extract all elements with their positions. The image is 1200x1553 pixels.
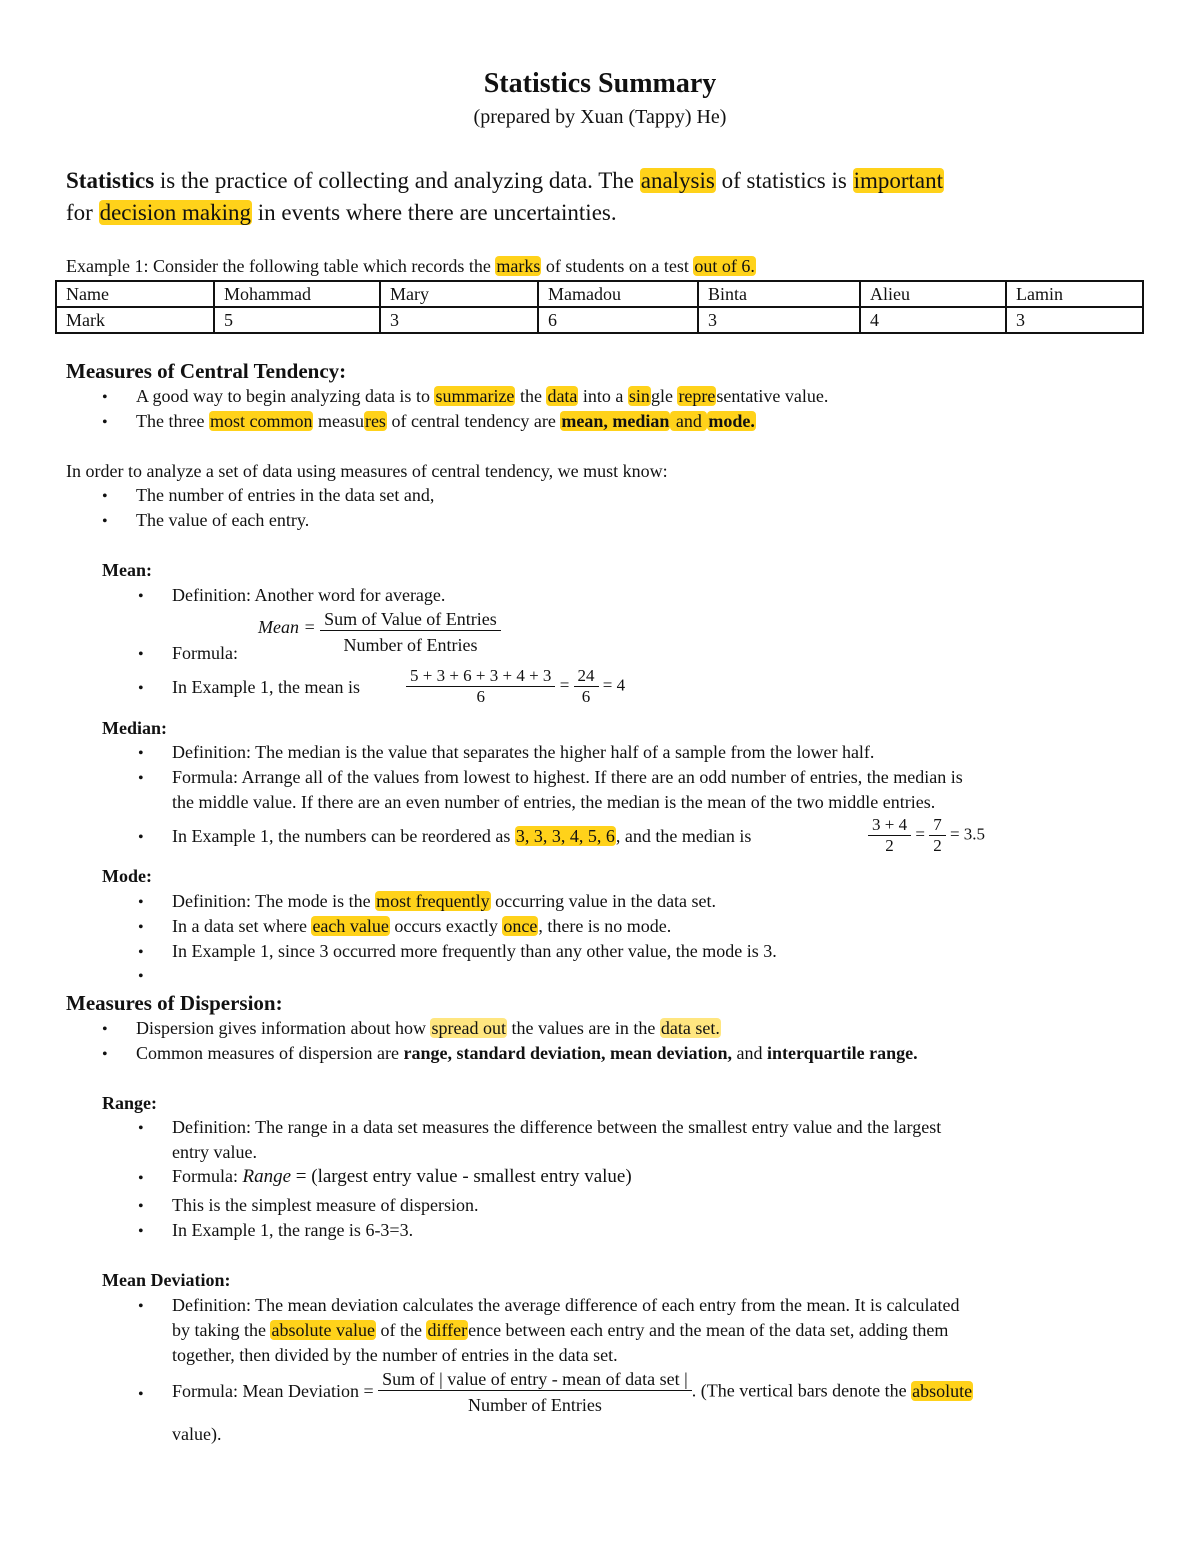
fraction-denominator: Number of Entries	[467, 1395, 602, 1415]
table-row	[56, 307, 1143, 333]
meandev-definition-2: by taking the absolute value of the difference between each entry and the mean of the data set, adding them	[172, 1320, 949, 1340]
meandev-formula-label: Formula: Mean Deviation =	[172, 1380, 374, 1401]
highlight-data: data	[547, 386, 578, 406]
bullet-icon: •	[138, 1198, 144, 1215]
dispersion-bullet-2: Common measures of dispersion are range, standard deviation, mean deviation, and interquartile range.	[136, 1043, 918, 1063]
highlight-summarize: summarize	[435, 386, 515, 406]
highlight-marks: marks	[496, 256, 541, 276]
central-know-2: The value of each entry.	[136, 510, 310, 530]
fraction-numerator: 24	[574, 666, 599, 687]
highlight-each-value: each value	[312, 916, 389, 936]
highlight-out-of-6: out of 6.	[694, 256, 755, 276]
highlight-sin: sin	[628, 386, 650, 406]
table-cell: Name	[56, 281, 214, 307]
table-cell: 5	[214, 307, 380, 333]
table-cell: Binta	[698, 281, 860, 307]
fraction-numerator: 5 + 3 + 6 + 3 + 4 + 3	[406, 666, 555, 687]
fraction-numerator: 3 + 4	[868, 815, 911, 836]
mode-bullet-2: In a data set where each value occurs exactly once, there is no mode.	[172, 916, 672, 936]
table-cell: Mamadou	[538, 281, 698, 307]
highlight-most-common: most common	[209, 411, 313, 431]
fraction-denominator: Number of Entries	[343, 635, 478, 655]
meandev-formula: Formula: Mean Deviation = $\frac{\text{Sum of | value of entry - mean of data set |}}{\text{Number of Entries}}$ . (The vertical bars denote the absolute	[172, 1369, 973, 1415]
bullet-icon: •	[138, 968, 144, 985]
bullet-icon: •	[138, 1298, 144, 1315]
table-cell: 4	[860, 307, 1006, 333]
highlight-spread-out: spread out	[431, 1018, 506, 1038]
highlight-repre: repre	[678, 386, 716, 406]
mean-example-fraction	[406, 666, 555, 707]
intro-line-1: Statistics is the practice of collecting and analyzing data. The analysis of statistics is important	[66, 168, 944, 193]
bullet-icon: •	[102, 1021, 108, 1038]
bullet-icon: •	[138, 894, 144, 911]
median-heading: Median:	[102, 718, 167, 738]
mean-definition: Definition: Another word for average.	[172, 585, 446, 605]
highlight-analysis: analysis	[640, 168, 715, 193]
bullet-icon: •	[102, 414, 108, 431]
fraction-numerator: Sum of Value of Entries	[320, 609, 501, 631]
central-bullet-1: A good way to begin analyzing data is to summarize the data into a single representative value.	[136, 386, 829, 406]
median-example-formula	[868, 815, 985, 856]
highlight-data-set: data set.	[660, 1018, 720, 1038]
median-example-fraction	[868, 815, 911, 856]
median-definition: Definition: The median is the value that separates the higher half of a sample from the lower half.	[172, 742, 875, 762]
bullet-icon: •	[138, 1170, 144, 1187]
bullet-icon: •	[102, 389, 108, 406]
example-caption: Example 1: Consider the following table which records the marks of students on a test out of 6.	[66, 256, 755, 276]
meandev-formula-end: value).	[172, 1424, 222, 1444]
mean-formula-label: Formula:	[172, 643, 238, 663]
mode-example: In Example 1, since 3 occurred more frequently than any other value, the mode is 3.	[172, 941, 777, 961]
range-definition-2: entry value.	[172, 1142, 257, 1162]
bullet-icon: •	[138, 1223, 144, 1240]
central-bullet-2: The three most common measures of central tendency are mean, median and mode.	[136, 411, 755, 431]
fraction-denominator: 2	[885, 836, 894, 855]
mean-example-text: In Example 1, the mean is	[172, 677, 360, 697]
dispersion-bullet-1: Dispersion gives information about how spread out the values are in the data set.	[136, 1018, 720, 1038]
central-know-1: The number of entries in the data set and,	[136, 485, 435, 505]
range-formula: Formula: Range = (largest entry value - smallest entry value)	[172, 1166, 632, 1187]
median-result: = 3.5	[949, 824, 986, 844]
bullet-icon: •	[138, 745, 144, 762]
meandev-formula-fraction	[378, 1369, 692, 1416]
range-simplest: This is the simplest measure of dispersion.	[172, 1195, 479, 1215]
table-row	[56, 281, 1143, 307]
mean-example-formula	[406, 666, 625, 707]
highlight-differ: differ	[427, 1320, 468, 1340]
bullet-icon: •	[102, 513, 108, 530]
table-cell: Mary	[380, 281, 538, 307]
highlight-decision-making: decision making	[99, 200, 251, 225]
central-know: In order to analyze a set of data using measures of central tendency, we must know:	[66, 461, 668, 481]
bullet-icon: •	[138, 588, 144, 605]
fraction-denominator: 6	[581, 687, 591, 706]
table-cell: 6	[538, 307, 698, 333]
mode-definition: Definition: The mode is the most frequently occurring value in the data set.	[172, 891, 717, 911]
table-cell: Lamin	[1006, 281, 1143, 307]
meandev-definition-3: together, then divided by the number of entries in the data set.	[172, 1345, 618, 1365]
range-definition-1: Definition: The range in a data set measures the difference between the smallest entry value and the largest	[172, 1117, 942, 1137]
page-subtitle: (prepared by Xuan (Tappy) He)	[473, 106, 727, 128]
bullet-icon: •	[102, 1046, 108, 1063]
mode-heading: Mode:	[102, 866, 152, 886]
highlight-absolute: absolute	[912, 1380, 973, 1401]
bullet-icon: •	[138, 770, 144, 787]
mean-heading: Mean:	[102, 560, 152, 580]
table-cell: 3	[698, 307, 860, 333]
highlight-mean-median: mean, median	[561, 411, 670, 431]
meandev-heading: Mean Deviation:	[102, 1270, 231, 1290]
intro-line-2: for decision making in events where there are uncertainties.	[66, 200, 617, 225]
fraction-denominator: 2	[933, 836, 942, 855]
intro-term: Statistics	[66, 168, 155, 193]
median-example-fraction-2	[929, 815, 946, 856]
highlight-important: important	[853, 168, 944, 193]
mean-formula-fraction	[320, 609, 501, 656]
median-formula-line-2: the middle value. If there are an even number of entries, the median is the mean of the two middle entries.	[172, 792, 936, 812]
table-cell: Mohammad	[214, 281, 380, 307]
range-example: In Example 1, the range is 6-3=3.	[172, 1220, 414, 1240]
bullet-icon: •	[102, 488, 108, 505]
highlight-absolute-value: absolute value	[271, 1320, 375, 1340]
fraction-numerator: 7	[929, 815, 946, 836]
bullet-icon: •	[138, 919, 144, 936]
equals-sign: =	[915, 824, 925, 844]
bullet-icon: •	[138, 1386, 144, 1403]
bullet-icon: •	[138, 944, 144, 961]
fraction-numerator: Sum of | value of entry - mean of data set |	[378, 1369, 692, 1391]
bullet-icon: •	[138, 680, 144, 697]
table-cell: Alieu	[860, 281, 1006, 307]
bullet-icon: •	[138, 646, 144, 663]
highlight-res: res	[364, 411, 386, 431]
fraction-denominator: 6	[476, 687, 485, 706]
highlight-and: and	[671, 411, 707, 431]
highlight-most-frequently: most frequently	[376, 891, 490, 911]
page-title: Statistics Summary	[483, 68, 717, 99]
bullet-icon: •	[138, 829, 144, 846]
mean-formula	[258, 609, 501, 656]
mean-result: = 4	[602, 675, 626, 695]
median-example: In Example 1, the numbers can be reordered as 3, 3, 3, 4, 5, 6, and the median is	[172, 826, 752, 846]
central-heading: Measures of Central Tendency:	[66, 359, 347, 383]
highlight-ordered-values: 3, 3, 3, 4, 5, 6	[515, 826, 615, 846]
dispersion-heading: Measures of Dispersion:	[66, 991, 283, 1015]
mean-example-fraction-2	[574, 666, 599, 707]
table-cell: Mark	[56, 307, 214, 333]
mean-formula-lhs: Mean =	[258, 616, 316, 637]
highlight-mode: mode.	[708, 411, 755, 431]
table-cell: 3	[380, 307, 538, 333]
equals-sign: =	[559, 675, 570, 695]
bullet-icon: •	[138, 1120, 144, 1137]
meandev-definition-1: Definition: The mean deviation calculates the average difference of each entry from the mean. It is calculated	[172, 1295, 960, 1315]
median-formula-line-1: Formula: Arrange all of the values from lowest to highest. If there are an odd number of entries, the median is	[172, 767, 963, 787]
table-cell: 3	[1006, 307, 1143, 333]
marks-table	[55, 280, 1144, 334]
range-heading: Range:	[102, 1093, 157, 1113]
highlight-once: once	[503, 916, 538, 936]
